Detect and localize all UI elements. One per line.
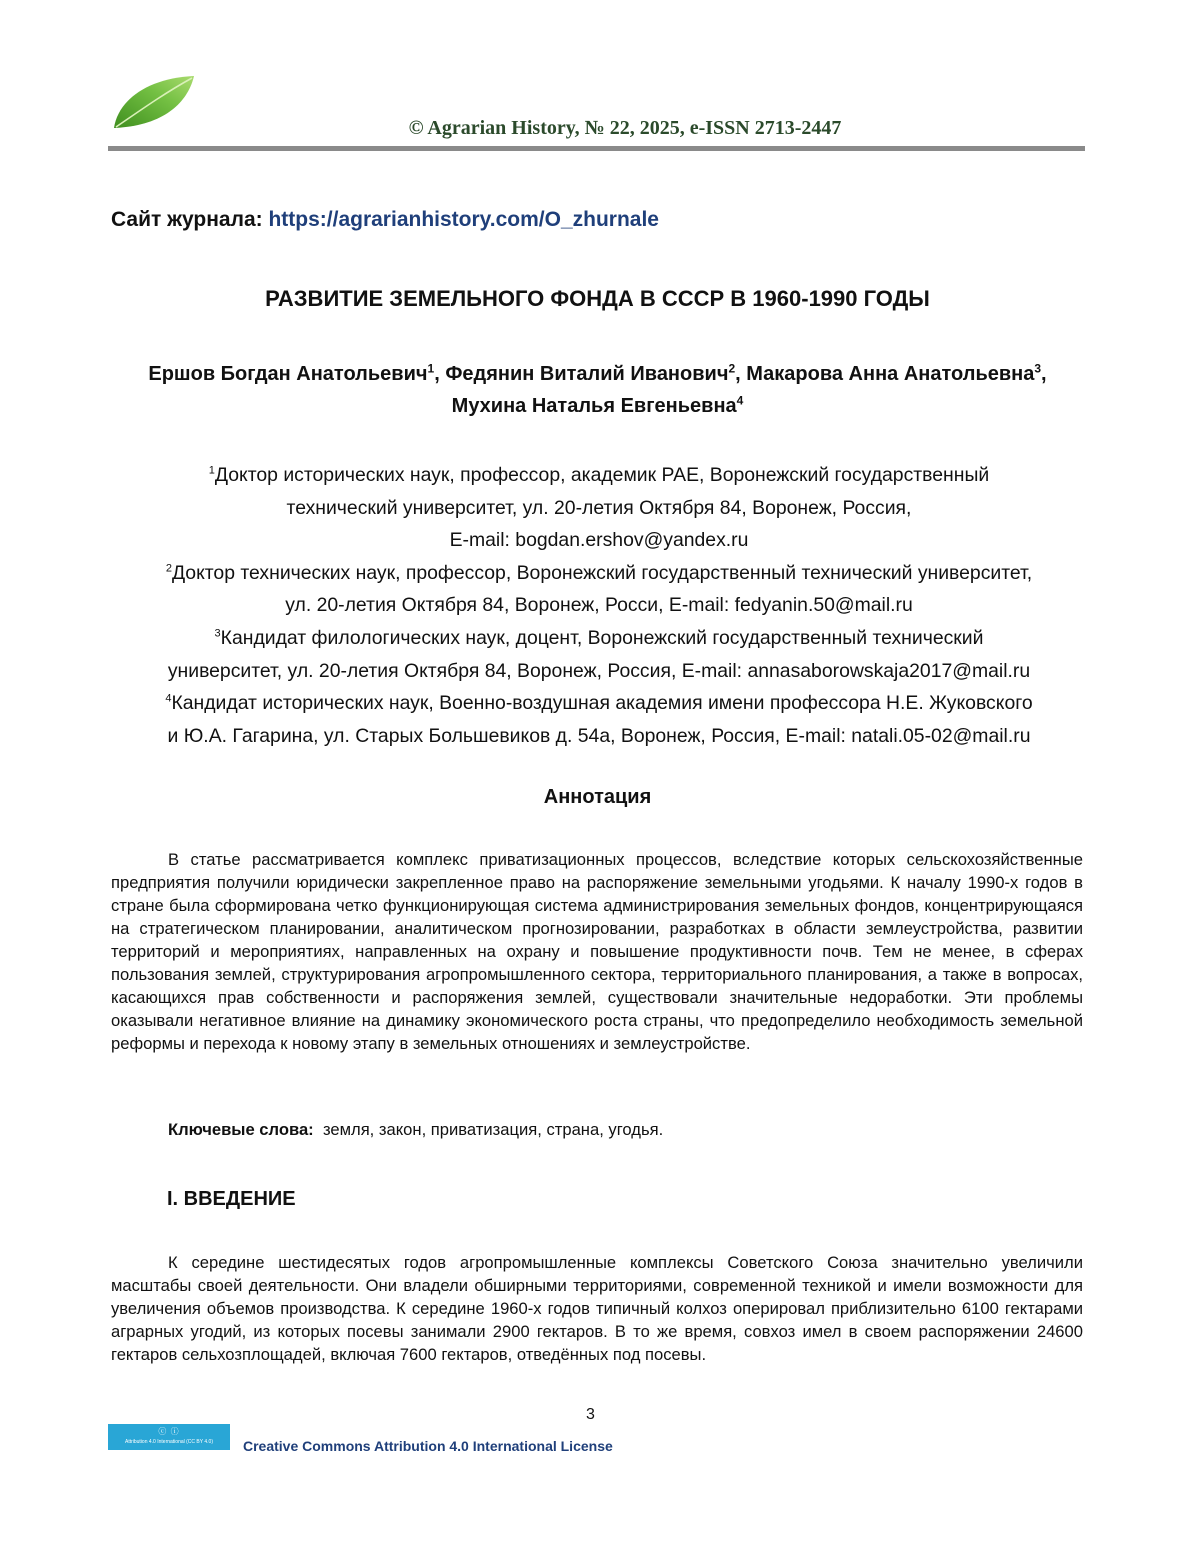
affiliation-line: технический университет, ул. 20-летия Октября 84, Воронеж, Россия, <box>286 496 912 519</box>
journal-header: © Agrarian History, № 22, 2025, e-ISSN 2713-2447 <box>408 117 842 139</box>
author-sup: 1 <box>427 361 435 376</box>
affiliation-line: $^1$Доктор исторических наук, профессор, академик РАЕ, Воронежский государственный <box>208 464 990 486</box>
author-sup: 3 <box>1034 361 1042 376</box>
affiliations <box>104 459 1094 752</box>
introduction-text: К середине шестидесятых годов агропромышленные комплексы Советского Союза значительно увеличили масштабы своей деятельности. Они владели обширными территориями, современной техникой и имели возможности для увеличения объемов производства. К середине 1960-х годов типичный колхоз оперировал приблизительно 6100 гектарами аграрных угодий, из которых посевы занимали 2900 гектаров. В то же время, совхоз имел в своем распоряжении 24600 гектаров сельхозплощадей, включая 7600 гектаров, отведённых под посевы. <box>111 1253 1083 1364</box>
abstract-text: В статье рассматривается комплекс приватизационных процессов, вследствие которых сельскохозяйственные предприятия получили юридически закрепленное право на распоряжение земельными угодьями. К началу 1990-х годов в стране была сформирована четко функционирующая система администрирования земельных фондов, концентрирующаяся на стратегическом планировании, аналитическом прогнозировании, разработках в области землеустройства, развитии территорий и мероприятиях, направленных на охрану и повышение продуктивности почв. Тем не менее, в сферах пользования землей, структурирования агропромышленного сектора, территориального планирования, а также в вопросах, касающихся прав собственности и распоряжения землей, существовали значительные недоработки. Эти проблемы оказывали негативное влияние на динамику экономического роста страны, что предопределило необходимость земельной реформы и перехода к новому этапу в земельных отношениях и землеустройстве. <box>111 850 1083 1053</box>
author-name: Федянин Виталий Иванович <box>445 363 729 385</box>
article-title: РАЗВИТИЕ ЗЕМЕЛЬНОГО ФОНДА В СССР В 1960-1990 ГОДЫ <box>265 286 930 311</box>
affiliation-sup: 1 <box>208 464 215 477</box>
author-sup: 4 <box>736 393 744 408</box>
header-rule <box>108 146 1085 151</box>
author-name: Мухина Наталья Евгеньевна <box>451 395 737 417</box>
abstract-heading: Аннотация <box>543 786 652 808</box>
affiliation-line: $^3$Кандидат филологических наук, доцент, Воронежский государственный технический <box>214 626 984 649</box>
section-heading-introduction: I. ВВЕДЕНИЕ <box>167 1188 296 1210</box>
affiliation-line: ул. 20-летия Октября 84, Воронеж, Росси, E-mail: fedyanin.50@mail.ru <box>285 594 913 617</box>
journal-leaf-logo <box>108 72 200 132</box>
affiliation-line: $^2$Доктор технических наук, профессор, Воронежский государственный технический университет, <box>165 561 1033 584</box>
site-label: Сайт журнала: <box>111 208 263 231</box>
affiliation-email: E-mail: bogdan.ershov@yandex.ru <box>449 529 749 552</box>
affiliation-line: университет, ул. 20-летия Октября 84, Воронеж, Россия, E-mail: annasaborowskaja2017@mail.ru <box>167 659 1031 682</box>
cc-license-badge[interactable] <box>108 1424 230 1450</box>
cc-badge-text: Attribution 4.0 International (CC BY 4.0) <box>124 1439 213 1445</box>
journal-site-line <box>111 208 659 232</box>
keywords <box>168 1120 663 1140</box>
affiliation-sup: 4 <box>165 692 172 705</box>
keywords-value: земля, закон, приватизация, страна, угодья. <box>322 1120 664 1139</box>
site-link[interactable]: https://agrarianhistory.com/O_zhurnale <box>268 208 659 231</box>
page-number: 3 <box>586 1406 595 1423</box>
affiliation-sup: 2 <box>165 562 172 575</box>
author-name: Ершов Богдан Анатольевич <box>148 363 428 385</box>
license-link[interactable]: Creative Commons Attribution 4.0 International License <box>243 1438 613 1454</box>
author-name: Макарова Анна Анатольевна <box>746 363 1035 385</box>
author-list: Ершов Богдан Анатольевич$^1$, Федянин Виталий Иванович$^2$, Макарова Анна Анатольевна$^3$, Мухина Наталья Евгеньевна$^4$ <box>148 361 1047 417</box>
affiliation-line: $^4$Кандидат исторических наук, Военно-воздушная академия имени профессора Н.Е. Жуковского <box>165 692 1033 715</box>
author-sup: 2 <box>728 361 736 376</box>
keywords-label: Ключевые слова: <box>168 1120 314 1139</box>
affiliation-line: и Ю.А. Гагарина, ул. Старых Большевиков д. 54а, Воронеж, Россия, E-mail: natali.05-02@mail.ru <box>167 724 1031 747</box>
affiliation-sup: 3 <box>214 627 221 640</box>
cc-icon: ⓒ ⓘ <box>158 1427 180 1436</box>
